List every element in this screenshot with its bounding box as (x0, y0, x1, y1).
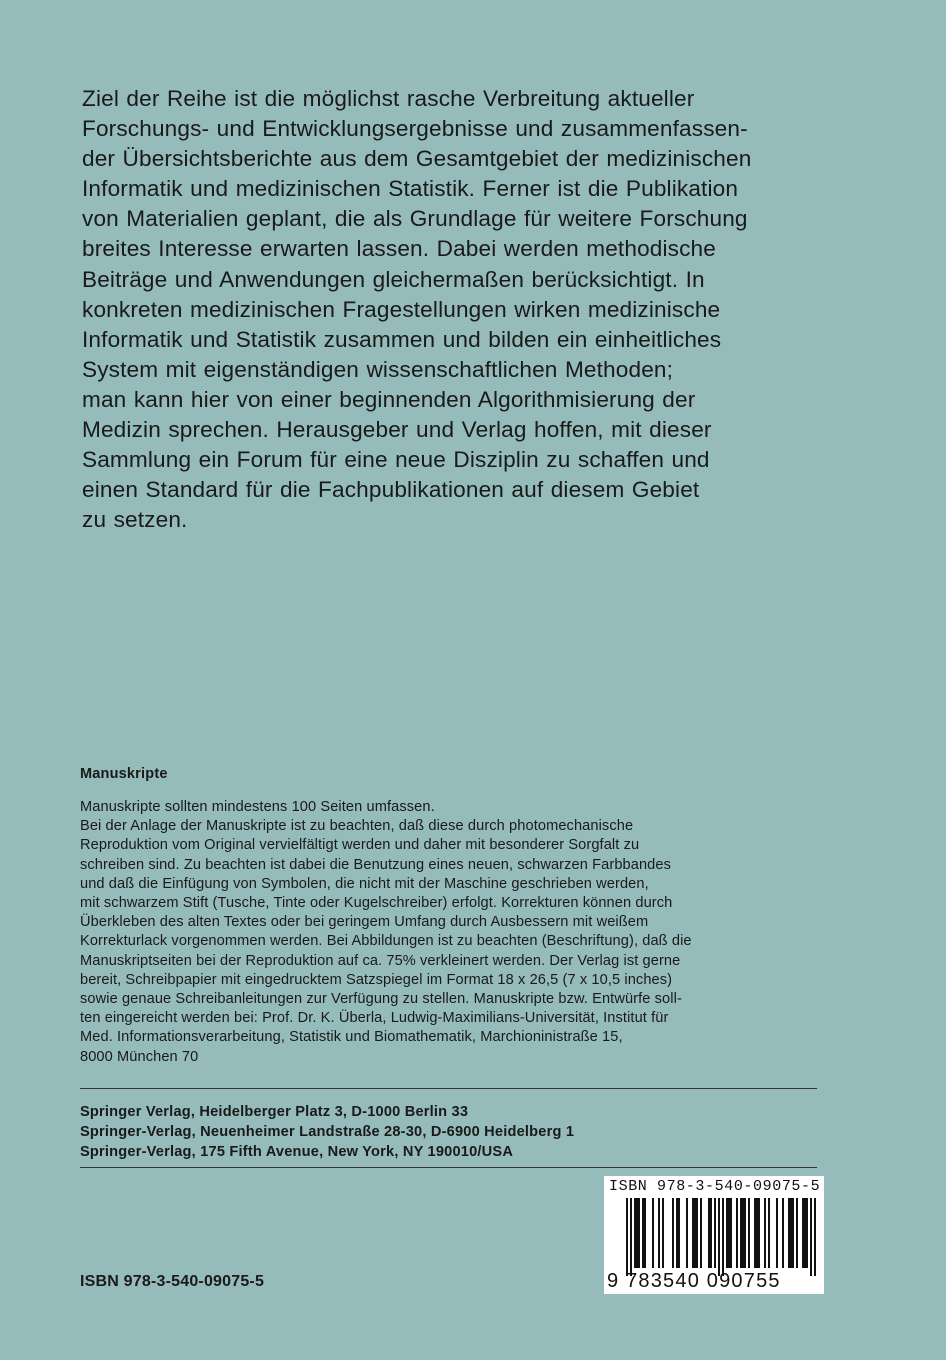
barcode-bar (700, 1198, 702, 1268)
barcode-bar (686, 1198, 688, 1268)
manuscripts-line: Manuskripte sollten mindestens 100 Seiten umfassen. (80, 799, 435, 815)
intro-line: Medizin sprechen. Herausgeber und Verlag hoffen, mit dieser (82, 417, 712, 443)
intro-line: konkreten medizinischen Fragestellungen wirken medizinische (82, 296, 721, 322)
intro-line: einen Standard für die Fachpublikationen auf diesem Gebiet (82, 477, 700, 503)
manuscripts-line: schreiben sind. Zu beachten ist dabei die Benutzung eines neuen, schwarzen Farbbandes (80, 856, 672, 873)
publisher-addresses (80, 1102, 574, 1162)
divider-bottom (80, 1167, 817, 1168)
barcode-bar (726, 1198, 728, 1268)
barcode-bar (634, 1198, 636, 1268)
barcode-bar (754, 1198, 756, 1268)
barcode-bar (630, 1198, 632, 1276)
manuscripts-line: und daß die Einfügung von Symbolen, die nicht mit der Maschine geschrieben werden, (80, 875, 649, 892)
barcode-bar (742, 1198, 744, 1268)
barcode-bar (804, 1198, 806, 1268)
barcode-bar (810, 1198, 812, 1276)
barcode-bar (758, 1198, 760, 1268)
barcode-bar (744, 1198, 746, 1268)
barcode-bar (814, 1198, 816, 1276)
barcode-isbn-text: ISBN 978-3-540-09075-5 (609, 1178, 821, 1195)
barcode-bar (764, 1198, 766, 1268)
barcode-digits: 9 783540 090755 (607, 1270, 781, 1292)
barcode-bar (728, 1198, 730, 1268)
series-description (82, 84, 842, 535)
barcode-bar (658, 1198, 660, 1268)
isbn-label: ISBN 978-3-540-09075-5 (80, 1273, 265, 1290)
intro-line: Ziel der Reihe ist die möglichst rasche Verbreitung aktueller (82, 86, 695, 111)
barcode-bar (730, 1198, 732, 1268)
barcode-bar (806, 1198, 808, 1268)
intro-line: Informatik und Statistik zusammen und bilden ein einheitliches (82, 326, 722, 352)
manuscripts-line: ten eingereicht werden bei: Prof. Dr. K. Überla, Ludwig-Maximilians-Universität, Institut für (80, 1010, 669, 1027)
barcode-bar (644, 1198, 646, 1268)
barcode-bar (790, 1198, 792, 1268)
manuscripts-line: Überkleben des alten Textes oder bei geringem Umfang durch Ausbessern mit weißem (80, 914, 649, 931)
intro-line: Forschungs- und Entwicklungsergebnisse und zusammenfassen- (82, 116, 748, 142)
barcode-bar (662, 1198, 664, 1268)
barcode-bar (692, 1198, 694, 1268)
manuscripts-line: sowie genaue Schreibanleitungen zur Verfügung zu stellen. Manuskripte bzw. Entwürfe soll- (80, 991, 682, 1008)
barcode-bar (696, 1198, 698, 1268)
manuscripts-line: bereit, Schreibpapier mit eingedrucktem Satzspiegel im Format 18 x 26,5 (7 x 10,5 inches) (80, 971, 673, 988)
intro-line: Sammlung ein Forum für eine neue Disziplin zu schaffen und (82, 447, 710, 473)
barcode-bar (768, 1198, 770, 1268)
barcode-bar (748, 1198, 750, 1268)
manuscripts-line: Med. Informationsverarbeitung, Statistik und Biomathematik, Marchioninistraße 15, (80, 1029, 623, 1046)
barcode-bar (788, 1198, 790, 1268)
manuscripts-line: 8000 München 70 (80, 1048, 199, 1065)
intro-line: Beiträge und Anwendungen gleichermaßen berücksichtigt. In (82, 266, 705, 292)
barcode-bar (678, 1198, 680, 1268)
barcode-bar (796, 1198, 798, 1268)
publisher-address-berlin: Springer Verlag, Heidelberger Platz 3, D-1000 Berlin 33 (80, 1104, 469, 1120)
barcode-bar (740, 1198, 742, 1268)
intro-line: der Übersichtsberichte aus dem Gesamtgebiet der medizinischen (82, 146, 752, 172)
barcode-bar (714, 1198, 716, 1268)
manuscripts-heading: Manuskripte (80, 766, 168, 782)
barcode-bar (708, 1198, 710, 1268)
intro-line: Informatik und medizinischen Statistik. Ferner ist die Publikation (82, 176, 739, 202)
manuscripts-line: Reproduktion vom Original vervielfältigt werden und daher mit besonderer Sorgfalt zu (80, 837, 640, 854)
manuscripts-line: mit schwarzem Stift (Tusche, Tinte oder Kugelschreiber) erfolgt. Korrekturen können durch (80, 895, 673, 912)
intro-line: man kann hier von einer beginnenden Algorithmisierung der (82, 386, 696, 412)
intro-line: System mit eigenständigen wissenschaftlichen Methoden; (82, 356, 674, 382)
intro-line: zu setzen. (82, 507, 188, 533)
barcode-bar (718, 1198, 720, 1276)
barcode-bar (776, 1198, 778, 1268)
barcode-bar (672, 1198, 674, 1268)
barcode-bar (652, 1198, 654, 1268)
barcode-bar (636, 1198, 638, 1268)
barcode-bar (722, 1198, 724, 1276)
manuscripts-instructions (80, 798, 820, 1067)
manuscripts-line: Manuskriptseiten bei der Reproduktion auf ca. 75% verkleinert werden. Der Verlag ist gerne (80, 952, 681, 969)
barcode-bar (710, 1198, 712, 1268)
barcode-bar (638, 1198, 640, 1268)
barcode-bar (792, 1198, 794, 1268)
divider-top (80, 1088, 817, 1089)
manuscripts-line: Bei der Anlage der Manuskripte ist zu beachten, daß diese durch photomechanische (80, 818, 634, 835)
intro-line: von Materialien geplant, die als Grundlage für weitere Forschung (82, 206, 748, 232)
publisher-address-heidelberg: Springer-Verlag, Neuenheimer Landstraße 28-30, D-6900 Heidelberg 1 (80, 1124, 575, 1140)
barcode (604, 1176, 824, 1294)
barcode-bar (694, 1198, 696, 1268)
barcode-bar (626, 1198, 628, 1276)
publisher-address-new-york: Springer-Verlag, 175 Fifth Avenue, New York, NY 190010/USA (80, 1144, 514, 1160)
intro-line: breites Interesse erwarten lassen. Dabei werden methodische (82, 236, 716, 262)
barcode-bar (736, 1198, 738, 1268)
barcode-bar (802, 1198, 804, 1268)
barcode-bar (782, 1198, 784, 1268)
barcode-bar (642, 1198, 644, 1268)
manuscripts-line: Korrekturlack vorgenommen werden. Bei Abbildungen ist zu beachten (Beschriftung), daß die (80, 933, 692, 950)
barcode-bar (676, 1198, 678, 1268)
barcode-bar (756, 1198, 758, 1268)
